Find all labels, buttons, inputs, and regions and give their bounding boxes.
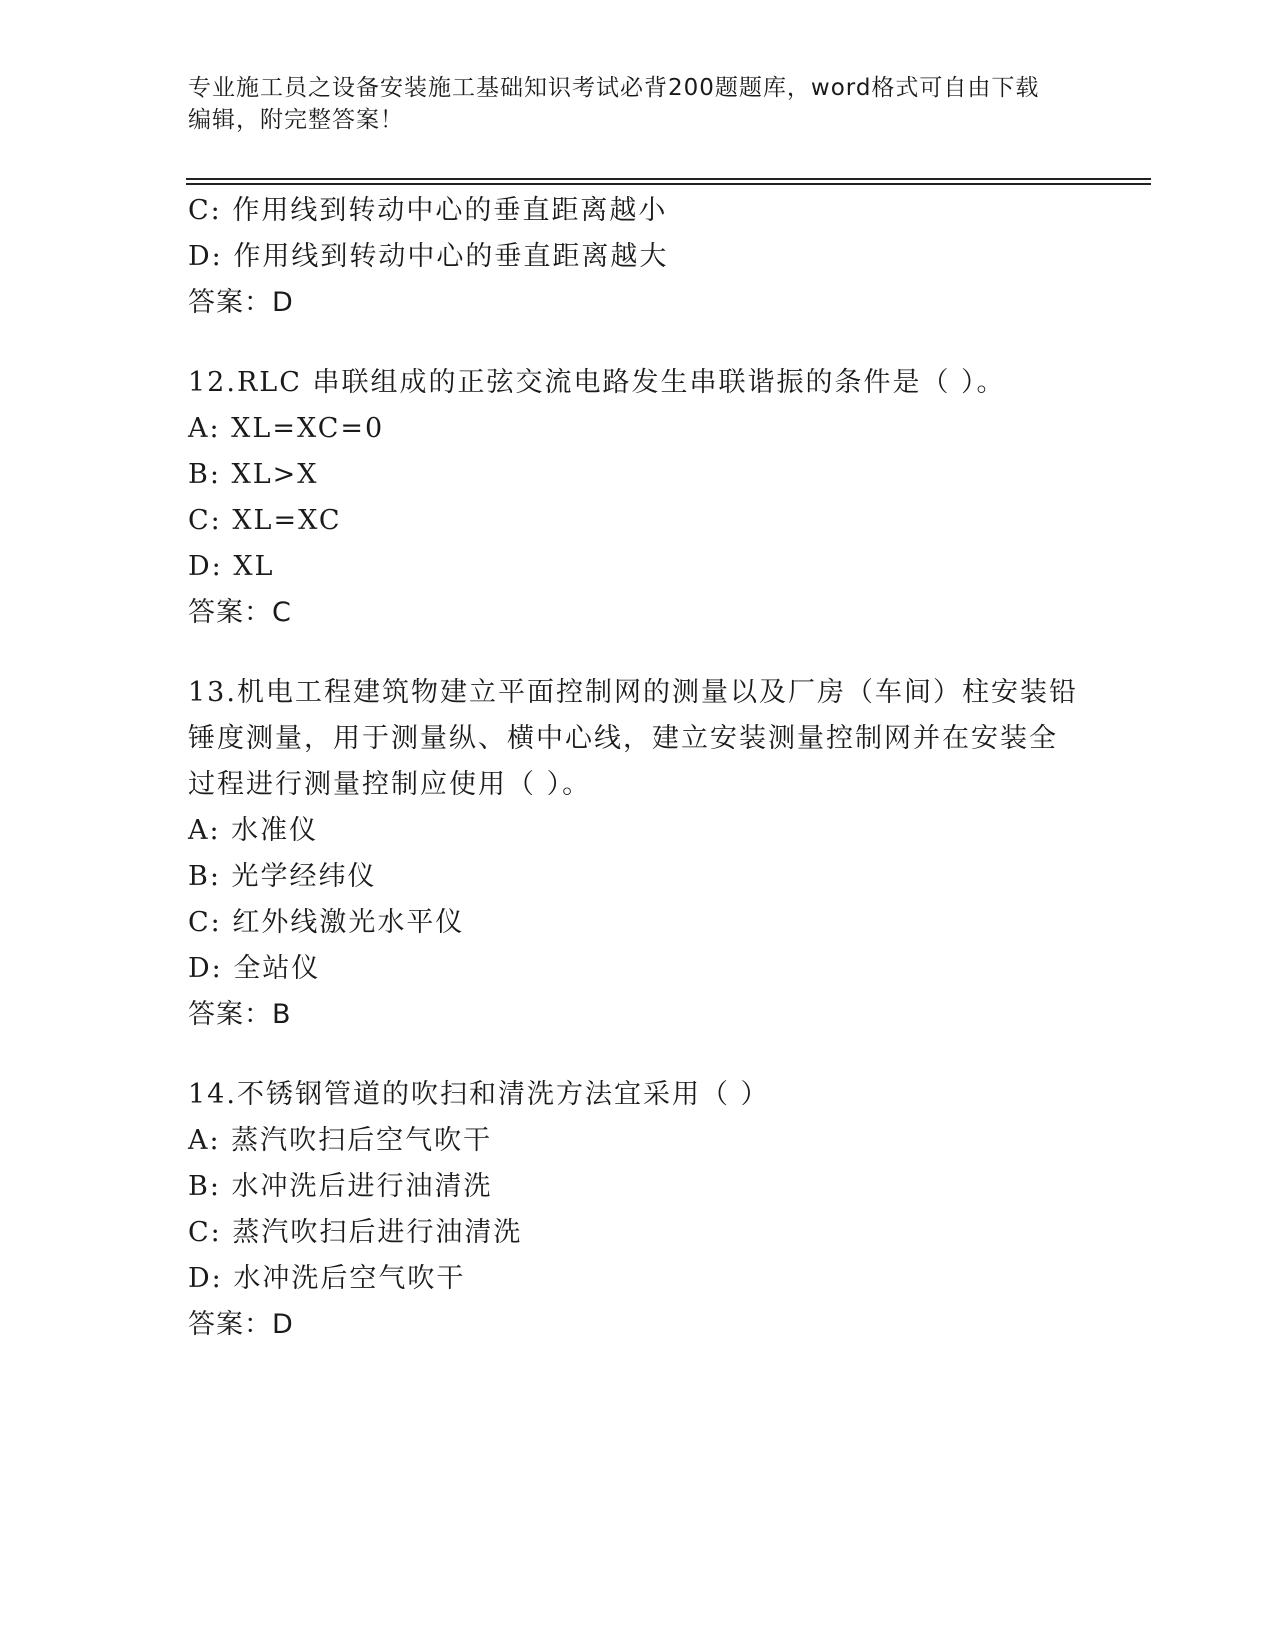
option-b: B: XL>X (188, 459, 319, 490)
option-b: B: 水冲洗后进行油清洗 (188, 1171, 493, 1202)
option-c: C: XL=XC (188, 505, 342, 536)
question-block-14 (188, 1072, 1088, 1348)
option-b: B: 光学经纬仪 (188, 861, 377, 892)
answer-line: 答案：D (188, 287, 294, 318)
option-d: D: XL (188, 551, 275, 582)
question-text-line-3: 过程进行测量控制应使用（ ）。 (188, 769, 592, 800)
question-content (188, 188, 1088, 1348)
document-header (188, 72, 1088, 136)
option-d: D: 全站仪 (188, 953, 321, 984)
prev-question-block (188, 188, 1088, 326)
header-divider-top (186, 178, 1151, 180)
option-a: A: 水准仪 (188, 815, 319, 846)
question-text: 14.不锈钢管道的吹扫和清洗方法宜采用（ ） (188, 1079, 770, 1110)
answer-line: 答案：C (188, 597, 292, 628)
option-a: A: 蒸汽吹扫后空气吹干 (188, 1125, 493, 1156)
option-c: C: 蒸汽吹扫后进行油清洗 (188, 1217, 523, 1248)
question-block-12 (188, 360, 1088, 636)
header-divider-bottom (186, 183, 1151, 185)
question-text-line-1: 13.机电工程建筑物建立平面控制网的测量以及厂房（车间）柱安装铅 (188, 677, 1078, 708)
header-line-1: 专业施工员之设备安装施工基础知识考试必背200题题库，word格式可自由下载 (188, 75, 1040, 101)
option-c: C: 作用线到转动中心的垂直距离越小 (188, 195, 668, 226)
option-a: A: XL=XC=0 (188, 413, 385, 444)
question-block-13 (188, 670, 1088, 1038)
question-text: 12.RLC 串联组成的正弦交流电路发生串联谐振的条件是（ ）。 (188, 367, 1006, 398)
answer-line: 答案：D (188, 1309, 294, 1340)
option-c: C: 红外线激光水平仪 (188, 907, 465, 938)
answer-line: 答案：B (188, 999, 292, 1030)
header-line-2: 编辑，附完整答案！ (188, 107, 404, 133)
option-d: D: 作用线到转动中心的垂直距离越大 (188, 241, 669, 272)
option-d: D: 水冲洗后空气吹干 (188, 1263, 466, 1294)
question-text-line-2: 锤度测量，用于测量纵、横中心线，建立安装测量控制网并在安装全 (188, 723, 1058, 754)
